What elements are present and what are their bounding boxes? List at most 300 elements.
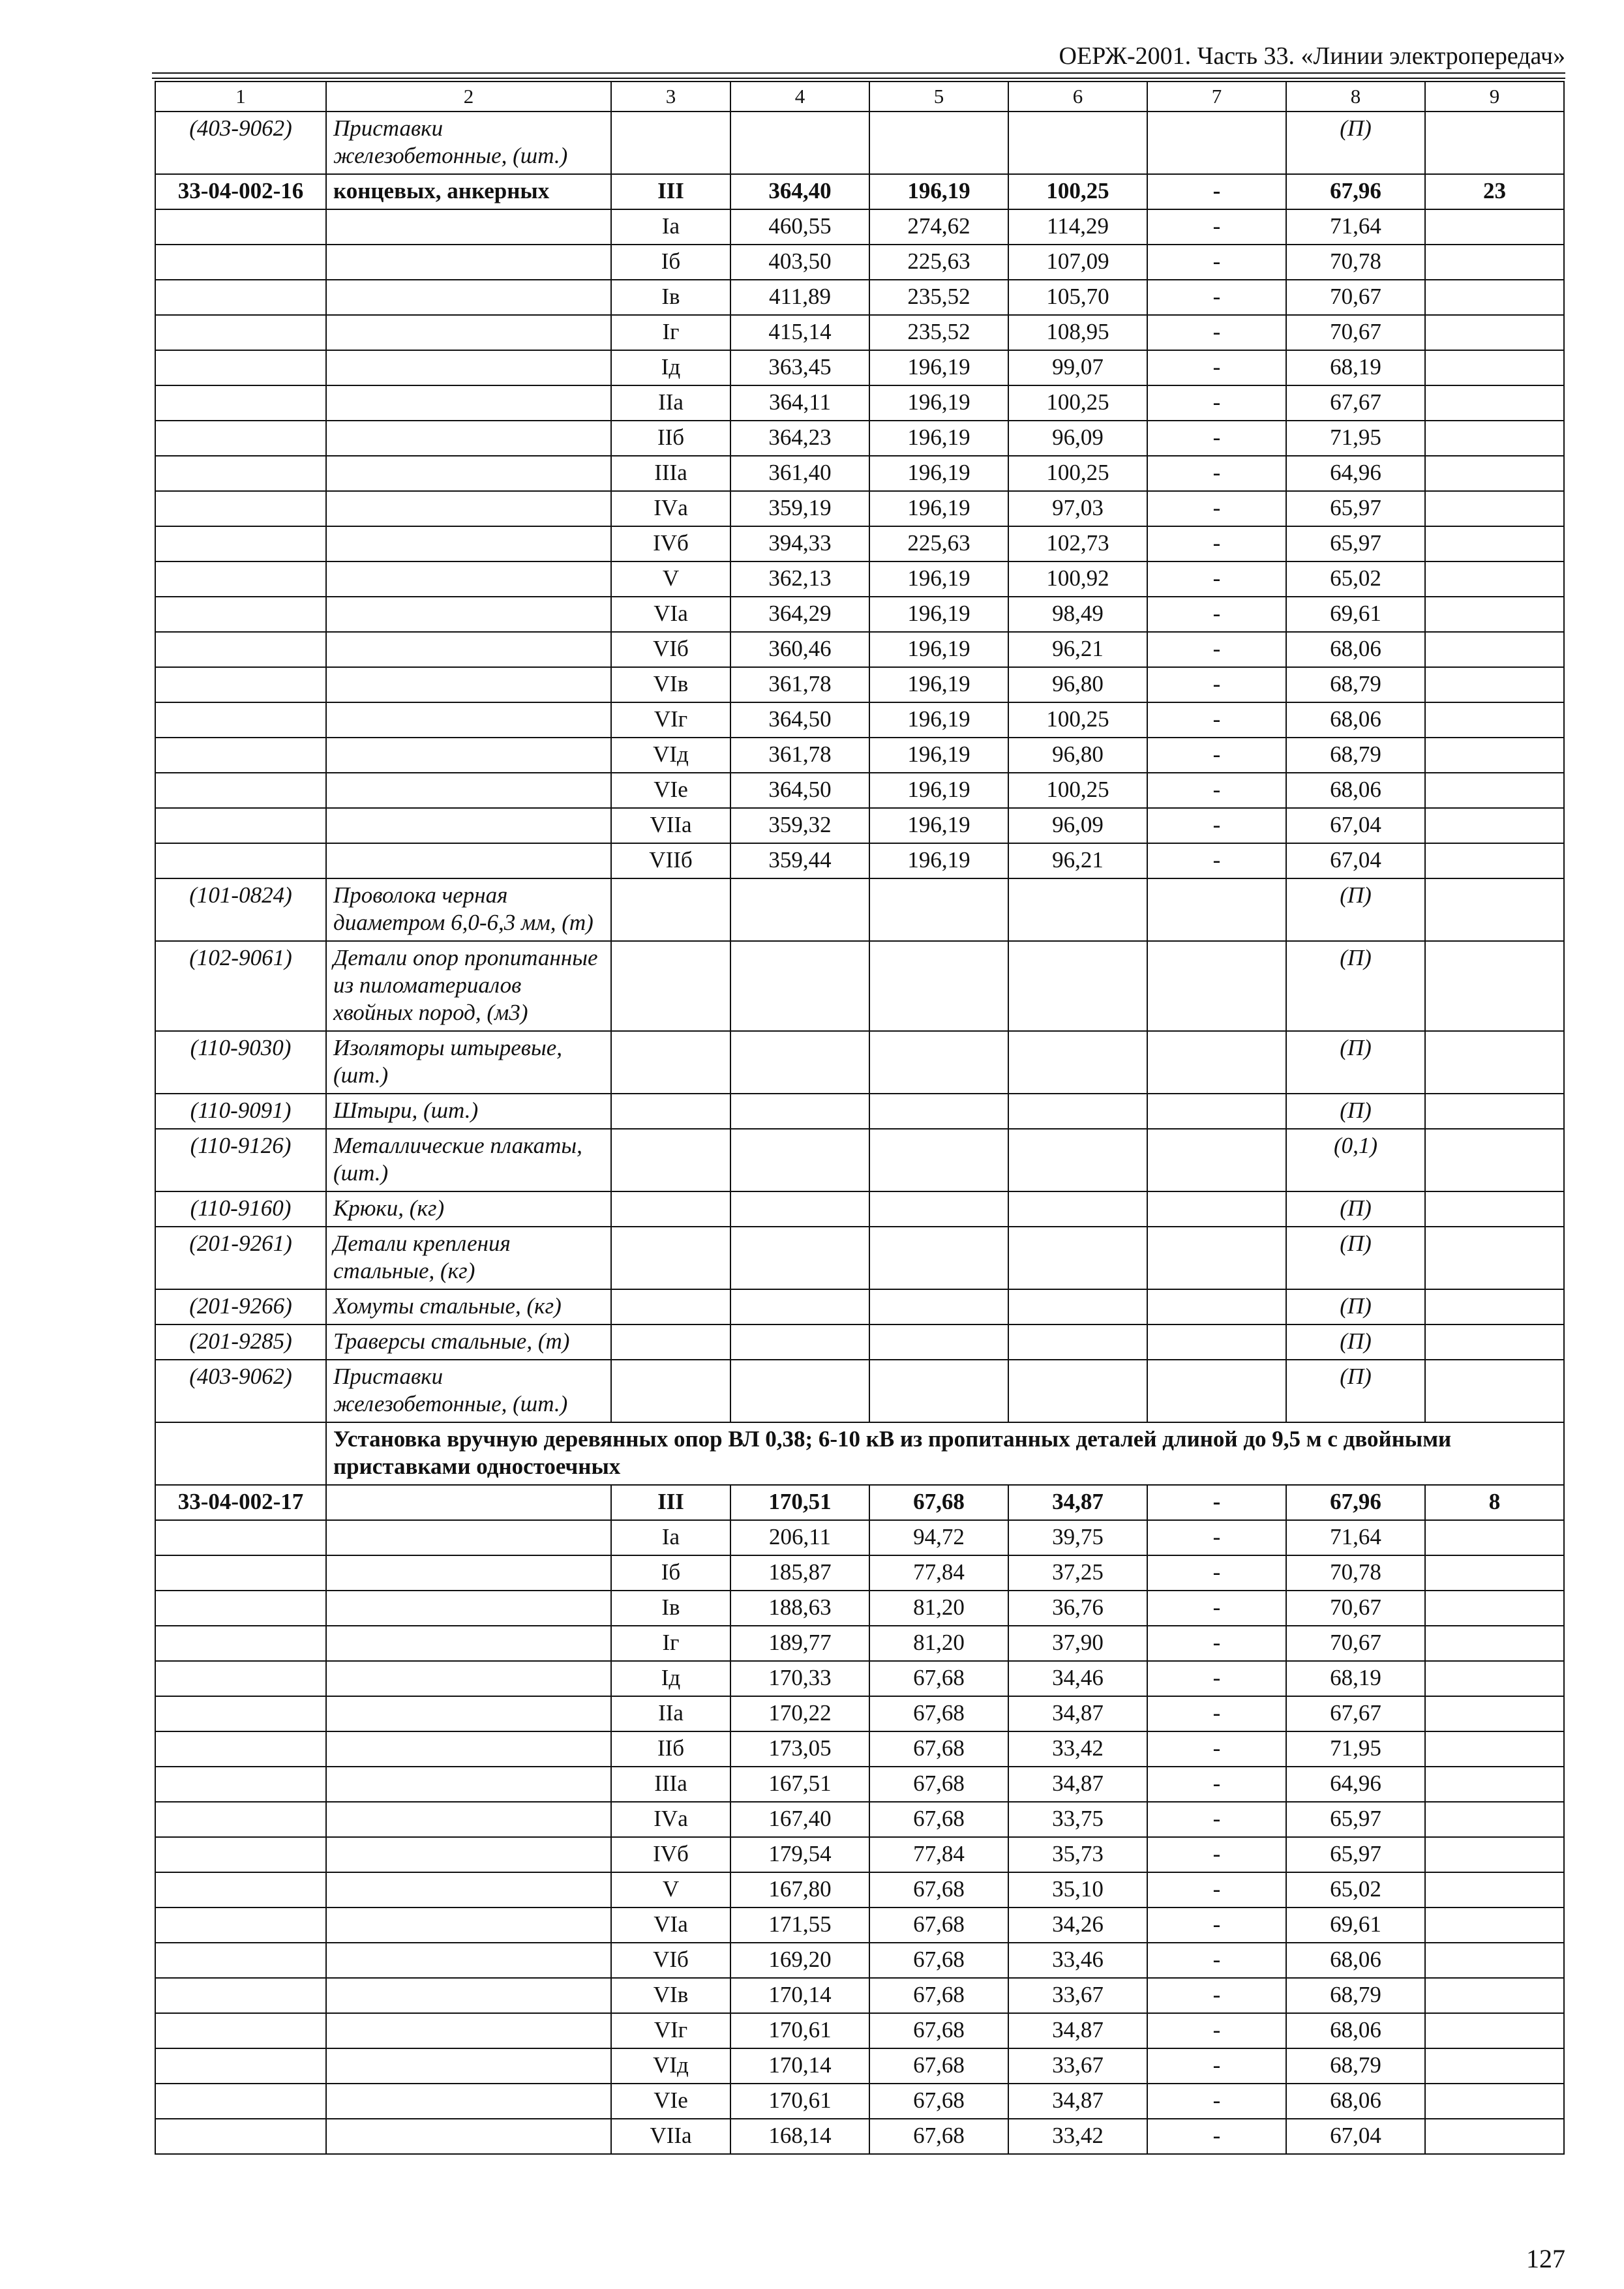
labor-hours-cell: 65,97 — [1286, 491, 1425, 526]
total-cost-cell: 360,46 — [730, 632, 869, 667]
empty-cell — [326, 1555, 611, 1591]
zone-cell: IIа — [611, 1696, 730, 1731]
empty-cell — [155, 843, 326, 878]
empty-cell — [1008, 878, 1147, 941]
labor-cost-cell: 196,19 — [869, 702, 1008, 738]
total-cost-cell: 364,50 — [730, 702, 869, 738]
norm-row — [155, 843, 1564, 878]
labor-hours-cell: 71,64 — [1286, 209, 1425, 245]
empty-cell — [155, 421, 326, 456]
empty-cell — [611, 1094, 730, 1129]
total-cost-cell: 170,33 — [730, 1661, 869, 1696]
empty-cell — [1425, 1555, 1564, 1591]
empty-cell — [1425, 1943, 1564, 1978]
empty-cell — [326, 2048, 611, 2084]
resource-name: Штыри, (шт.) — [326, 1094, 611, 1129]
labor-hours-cell: 68,06 — [1286, 1943, 1425, 1978]
empty-cell — [1425, 941, 1564, 1031]
labor-cost-cell: 196,19 — [869, 738, 1008, 773]
empty-cell — [326, 1696, 611, 1731]
zone-cell: IIа — [611, 385, 730, 421]
empty-cell — [326, 1943, 611, 1978]
machine-cost-cell: 39,75 — [1008, 1520, 1147, 1555]
empty-cell — [155, 561, 326, 597]
empty-cell — [869, 1191, 1008, 1227]
resource-name: Хомуты стальные, (кг) — [326, 1289, 611, 1324]
norm-row — [155, 491, 1564, 526]
total-cost-cell: 359,32 — [730, 808, 869, 843]
empty-cell — [1425, 491, 1564, 526]
column-number-9: 9 — [1425, 82, 1564, 112]
driver-cost-cell: - — [1147, 2119, 1286, 2154]
norm-row — [155, 245, 1564, 280]
empty-cell — [1147, 112, 1286, 174]
driver-cost-cell: - — [1147, 1696, 1286, 1731]
norm-row — [155, 738, 1564, 773]
empty-cell — [1425, 456, 1564, 491]
labor-cost-cell: 67,68 — [869, 1767, 1008, 1802]
driver-cost-cell: - — [1147, 421, 1286, 456]
labor-hours-cell: 65,02 — [1286, 561, 1425, 597]
labor-cost-cell: 196,19 — [869, 174, 1008, 209]
empty-cell — [611, 878, 730, 941]
resource-row — [155, 1129, 1564, 1191]
labor-hours-cell: 68,06 — [1286, 702, 1425, 738]
empty-cell — [326, 808, 611, 843]
norm-row — [155, 1520, 1564, 1555]
zone-cell: VIб — [611, 632, 730, 667]
labor-hours-cell: 65,02 — [1286, 1872, 1425, 1908]
empty-cell — [326, 456, 611, 491]
labor-hours-cell: 70,67 — [1286, 1591, 1425, 1626]
empty-cell — [155, 2013, 326, 2048]
unit-cell: 8 — [1425, 1485, 1564, 1520]
total-cost-cell: 364,23 — [730, 421, 869, 456]
empty-cell — [869, 878, 1008, 941]
zone-cell: Iа — [611, 209, 730, 245]
norm-row — [155, 1837, 1564, 1872]
empty-cell — [326, 632, 611, 667]
labor-hours-cell: 67,96 — [1286, 174, 1425, 209]
labor-cost-cell: 77,84 — [869, 1555, 1008, 1591]
driver-cost-cell: - — [1147, 773, 1286, 808]
labor-cost-cell: 67,68 — [869, 2119, 1008, 2154]
empty-cell — [155, 1626, 326, 1661]
driver-cost-cell: - — [1147, 385, 1286, 421]
machine-cost-cell: 33,75 — [1008, 1802, 1147, 1837]
labor-hours-cell: 71,64 — [1286, 1520, 1425, 1555]
zone-cell: IIб — [611, 421, 730, 456]
norm-row — [155, 561, 1564, 597]
driver-cost-cell: - — [1147, 632, 1286, 667]
labor-hours-cell: 68,19 — [1286, 1661, 1425, 1696]
machine-cost-cell: 96,80 — [1008, 738, 1147, 773]
zone-cell: VIе — [611, 2084, 730, 2119]
machine-cost-cell: 96,09 — [1008, 808, 1147, 843]
machine-cost-cell: 99,07 — [1008, 350, 1147, 385]
header-rule — [152, 72, 1565, 74]
zone-cell: VIг — [611, 702, 730, 738]
labor-hours-cell: 68,79 — [1286, 2048, 1425, 2084]
labor-hours-cell: 68,19 — [1286, 350, 1425, 385]
labor-cost-cell: 235,52 — [869, 280, 1008, 315]
labor-cost-cell: 196,19 — [869, 667, 1008, 702]
resource-value: (П) — [1286, 1031, 1425, 1094]
machine-cost-cell: 96,21 — [1008, 843, 1147, 878]
norm-row — [155, 667, 1564, 702]
empty-cell — [1147, 941, 1286, 1031]
norm-row — [155, 1802, 1564, 1837]
driver-cost-cell: - — [1147, 561, 1286, 597]
zone-cell: IVб — [611, 526, 730, 561]
empty-cell — [1425, 1094, 1564, 1129]
machine-cost-cell: 96,09 — [1008, 421, 1147, 456]
labor-cost-cell: 196,19 — [869, 456, 1008, 491]
empty-cell — [155, 738, 326, 773]
labor-cost-cell: 67,68 — [869, 1908, 1008, 1943]
total-cost-cell: 364,11 — [730, 385, 869, 421]
labor-hours-cell: 68,06 — [1286, 2084, 1425, 2119]
driver-cost-cell: - — [1147, 1767, 1286, 1802]
machine-cost-cell: 33,42 — [1008, 1731, 1147, 1767]
labor-cost-cell: 67,68 — [869, 1661, 1008, 1696]
machine-cost-cell: 114,29 — [1008, 209, 1147, 245]
norm-row — [155, 315, 1564, 350]
driver-cost-cell: - — [1147, 2084, 1286, 2119]
empty-cell — [730, 1227, 869, 1289]
empty-cell — [326, 1731, 611, 1767]
empty-cell — [1425, 245, 1564, 280]
empty-cell — [1425, 561, 1564, 597]
machine-cost-cell: 35,73 — [1008, 1837, 1147, 1872]
norm-row — [155, 350, 1564, 385]
empty-cell — [155, 2084, 326, 2119]
machine-cost-cell: 100,25 — [1008, 385, 1147, 421]
resource-code: (102-9061) — [155, 941, 326, 1031]
empty-cell — [326, 1978, 611, 2013]
driver-cost-cell: - — [1147, 350, 1286, 385]
norm-row — [155, 280, 1564, 315]
labor-cost-cell: 225,63 — [869, 526, 1008, 561]
empty-cell — [155, 456, 326, 491]
labor-hours-cell: 71,95 — [1286, 1731, 1425, 1767]
unit-cell: 23 — [1425, 174, 1564, 209]
labor-cost-cell: 67,68 — [869, 2048, 1008, 2084]
empty-cell — [326, 561, 611, 597]
labor-hours-cell: 64,96 — [1286, 1767, 1425, 1802]
empty-cell — [155, 632, 326, 667]
machine-cost-cell: 97,03 — [1008, 491, 1147, 526]
zone-cell: VIб — [611, 1943, 730, 1978]
empty-cell — [326, 1767, 611, 1802]
norm-row — [155, 456, 1564, 491]
norm-code: 33-04-002-17 — [155, 1485, 326, 1520]
resource-name: Изоляторы штыревые, (шт.) — [326, 1031, 611, 1094]
labor-cost-cell: 81,20 — [869, 1591, 1008, 1626]
empty-cell — [730, 1324, 869, 1360]
driver-cost-cell: - — [1147, 491, 1286, 526]
total-cost-cell: 403,50 — [730, 245, 869, 280]
labor-hours-cell: 68,06 — [1286, 2013, 1425, 2048]
empty-cell — [1425, 702, 1564, 738]
zone-cell: V — [611, 561, 730, 597]
empty-cell — [155, 1422, 326, 1485]
resource-code: (201-9266) — [155, 1289, 326, 1324]
empty-cell — [611, 1289, 730, 1324]
labor-hours-cell: 70,67 — [1286, 280, 1425, 315]
empty-cell — [326, 315, 611, 350]
empty-cell — [326, 1626, 611, 1661]
machine-cost-cell: 33,67 — [1008, 2048, 1147, 2084]
resource-row — [155, 1324, 1564, 1360]
empty-cell — [1425, 2048, 1564, 2084]
norm-row — [155, 1978, 1564, 2013]
machine-cost-cell: 100,25 — [1008, 174, 1147, 209]
empty-cell — [155, 597, 326, 632]
empty-cell — [611, 1360, 730, 1422]
norm-row — [155, 632, 1564, 667]
resource-value: (П) — [1286, 1094, 1425, 1129]
empty-cell — [326, 2013, 611, 2048]
labor-cost-cell: 235,52 — [869, 315, 1008, 350]
header-rule — [152, 78, 1565, 79]
empty-cell — [155, 2119, 326, 2154]
zone-cell: VIв — [611, 1978, 730, 2013]
empty-cell — [730, 1129, 869, 1191]
norm-row — [155, 1591, 1564, 1626]
empty-cell — [326, 597, 611, 632]
labor-hours-cell: 70,78 — [1286, 1555, 1425, 1591]
empty-cell — [1425, 1591, 1564, 1626]
labor-hours-cell: 65,97 — [1286, 526, 1425, 561]
driver-cost-cell: - — [1147, 2013, 1286, 2048]
total-cost-cell: 169,20 — [730, 1943, 869, 1978]
empty-cell — [611, 1324, 730, 1360]
empty-cell — [155, 280, 326, 315]
empty-cell — [1147, 1227, 1286, 1289]
labor-cost-cell: 67,68 — [869, 1872, 1008, 1908]
driver-cost-cell: - — [1147, 1908, 1286, 1943]
empty-cell — [155, 1696, 326, 1731]
total-cost-cell: 359,19 — [730, 491, 869, 526]
zone-cell: VIа — [611, 597, 730, 632]
empty-cell — [326, 280, 611, 315]
resource-name: Проволока черная диаметром 6,0-6,3 мм, (т) — [326, 878, 611, 941]
zone-cell: Iв — [611, 280, 730, 315]
column-number-1: 1 — [155, 82, 326, 112]
empty-cell — [611, 112, 730, 174]
empty-cell — [155, 1978, 326, 2013]
zone-cell: VIIа — [611, 2119, 730, 2154]
empty-cell — [1425, 315, 1564, 350]
driver-cost-cell: - — [1147, 808, 1286, 843]
zone-cell: VIд — [611, 2048, 730, 2084]
empty-cell — [155, 385, 326, 421]
empty-cell — [1425, 1129, 1564, 1191]
total-cost-cell: 363,45 — [730, 350, 869, 385]
empty-cell — [1425, 597, 1564, 632]
page-header: ОЕРЖ-2001. Часть 33. «Линии электропередач» — [1059, 42, 1565, 70]
machine-cost-cell: 98,49 — [1008, 597, 1147, 632]
empty-cell — [869, 1031, 1008, 1094]
empty-cell — [155, 526, 326, 561]
driver-cost-cell: - — [1147, 597, 1286, 632]
machine-cost-cell: 33,46 — [1008, 1943, 1147, 1978]
labor-hours-cell: 64,96 — [1286, 456, 1425, 491]
empty-cell — [326, 385, 611, 421]
norm-row — [155, 421, 1564, 456]
resource-code: (201-9261) — [155, 1227, 326, 1289]
machine-cost-cell: 33,42 — [1008, 2119, 1147, 2154]
norms-table — [155, 81, 1565, 2155]
empty-cell — [326, 667, 611, 702]
driver-cost-cell: - — [1147, 209, 1286, 245]
total-cost-cell: 411,89 — [730, 280, 869, 315]
resource-code: (403-9062) — [155, 112, 326, 174]
total-cost-cell: 170,61 — [730, 2013, 869, 2048]
resource-row — [155, 1094, 1564, 1129]
norm-code: 33-04-002-16 — [155, 174, 326, 209]
zone-cell: Iв — [611, 1591, 730, 1626]
empty-cell — [326, 526, 611, 561]
labor-cost-cell: 94,72 — [869, 1520, 1008, 1555]
labor-hours-cell: 68,79 — [1286, 1978, 1425, 2013]
total-cost-cell: 206,11 — [730, 1520, 869, 1555]
total-cost-cell: 359,44 — [730, 843, 869, 878]
labor-hours-cell: 69,61 — [1286, 1908, 1425, 1943]
empty-cell — [611, 1129, 730, 1191]
empty-cell — [326, 1591, 611, 1626]
empty-cell — [1425, 1837, 1564, 1872]
empty-cell — [730, 1289, 869, 1324]
empty-cell — [155, 1731, 326, 1767]
zone-cell: VIе — [611, 773, 730, 808]
column-number-7: 7 — [1147, 82, 1286, 112]
empty-cell — [326, 491, 611, 526]
empty-cell — [1425, 526, 1564, 561]
column-number-4: 4 — [730, 82, 869, 112]
empty-cell — [730, 878, 869, 941]
resource-code: (201-9285) — [155, 1324, 326, 1360]
labor-cost-cell: 67,68 — [869, 1943, 1008, 1978]
empty-cell — [1425, 1191, 1564, 1227]
norm-row — [155, 1555, 1564, 1591]
labor-hours-cell: 68,79 — [1286, 667, 1425, 702]
resource-row — [155, 1227, 1564, 1289]
labor-cost-cell: 67,68 — [869, 2013, 1008, 2048]
norm-row — [155, 1731, 1564, 1767]
column-number-6: 6 — [1008, 82, 1147, 112]
zone-cell: VIг — [611, 2013, 730, 2048]
zone-cell: IIб — [611, 1731, 730, 1767]
labor-hours-cell: 65,97 — [1286, 1837, 1425, 1872]
resource-name: Приставки железобетонные, (шт.) — [326, 1360, 611, 1422]
resource-value: (П) — [1286, 878, 1425, 941]
total-cost-cell: 170,22 — [730, 1696, 869, 1731]
empty-cell — [1425, 667, 1564, 702]
zone-cell: Iд — [611, 1661, 730, 1696]
empty-cell — [730, 941, 869, 1031]
norm-name — [326, 1485, 611, 1520]
empty-cell — [611, 1191, 730, 1227]
labor-cost-cell: 77,84 — [869, 1837, 1008, 1872]
machine-cost-cell: 35,10 — [1008, 1872, 1147, 1908]
labor-cost-cell: 196,19 — [869, 773, 1008, 808]
labor-cost-cell: 67,68 — [869, 1485, 1008, 1520]
norm-row-base — [155, 1485, 1564, 1520]
driver-cost-cell: - — [1147, 1731, 1286, 1767]
driver-cost-cell: - — [1147, 1802, 1286, 1837]
machine-cost-cell: 100,25 — [1008, 456, 1147, 491]
resource-value: (П) — [1286, 941, 1425, 1031]
labor-hours-cell: 65,97 — [1286, 1802, 1425, 1837]
resource-name: Крюки, (кг) — [326, 1191, 611, 1227]
norm-row — [155, 1908, 1564, 1943]
column-number-8: 8 — [1286, 82, 1425, 112]
zone-cell: Iб — [611, 1555, 730, 1591]
empty-cell — [1008, 1191, 1147, 1227]
empty-cell — [1425, 1520, 1564, 1555]
empty-cell — [869, 112, 1008, 174]
resource-code: (110-9126) — [155, 1129, 326, 1191]
zone-cell: VIв — [611, 667, 730, 702]
machine-cost-cell: 105,70 — [1008, 280, 1147, 315]
norm-row — [155, 209, 1564, 245]
empty-cell — [869, 941, 1008, 1031]
empty-cell — [155, 1802, 326, 1837]
labor-hours-cell: 67,67 — [1286, 385, 1425, 421]
labor-hours-cell: 67,04 — [1286, 808, 1425, 843]
empty-cell — [1425, 1227, 1564, 1289]
empty-cell — [326, 350, 611, 385]
empty-cell — [1425, 280, 1564, 315]
empty-cell — [326, 1908, 611, 1943]
empty-cell — [155, 245, 326, 280]
machine-cost-cell: 108,95 — [1008, 315, 1147, 350]
empty-cell — [1425, 2119, 1564, 2154]
driver-cost-cell: - — [1147, 1591, 1286, 1626]
resource-row — [155, 112, 1564, 174]
labor-cost-cell: 67,68 — [869, 1802, 1008, 1837]
driver-cost-cell: - — [1147, 1978, 1286, 2013]
machine-cost-cell: 100,92 — [1008, 561, 1147, 597]
labor-cost-cell: 274,62 — [869, 209, 1008, 245]
empty-cell — [155, 1767, 326, 1802]
driver-cost-cell: - — [1147, 702, 1286, 738]
norm-row — [155, 1872, 1564, 1908]
empty-cell — [1425, 1908, 1564, 1943]
driver-cost-cell: - — [1147, 1661, 1286, 1696]
resource-name: Детали крепления стальные, (кг) — [326, 1227, 611, 1289]
empty-cell — [326, 421, 611, 456]
total-cost-cell: 364,50 — [730, 773, 869, 808]
empty-cell — [1008, 941, 1147, 1031]
empty-cell — [1425, 1978, 1564, 2013]
total-cost-cell: 170,51 — [730, 1485, 869, 1520]
norm-row — [155, 2084, 1564, 2119]
empty-cell — [155, 1661, 326, 1696]
empty-cell — [1425, 632, 1564, 667]
machine-cost-cell: 102,73 — [1008, 526, 1147, 561]
empty-cell — [1147, 1360, 1286, 1422]
driver-cost-cell: - — [1147, 526, 1286, 561]
table-body — [155, 112, 1564, 2154]
norm-row — [155, 526, 1564, 561]
zone-cell: Iд — [611, 350, 730, 385]
resource-code: (110-9030) — [155, 1031, 326, 1094]
empty-cell — [1425, 1289, 1564, 1324]
empty-cell — [1008, 112, 1147, 174]
